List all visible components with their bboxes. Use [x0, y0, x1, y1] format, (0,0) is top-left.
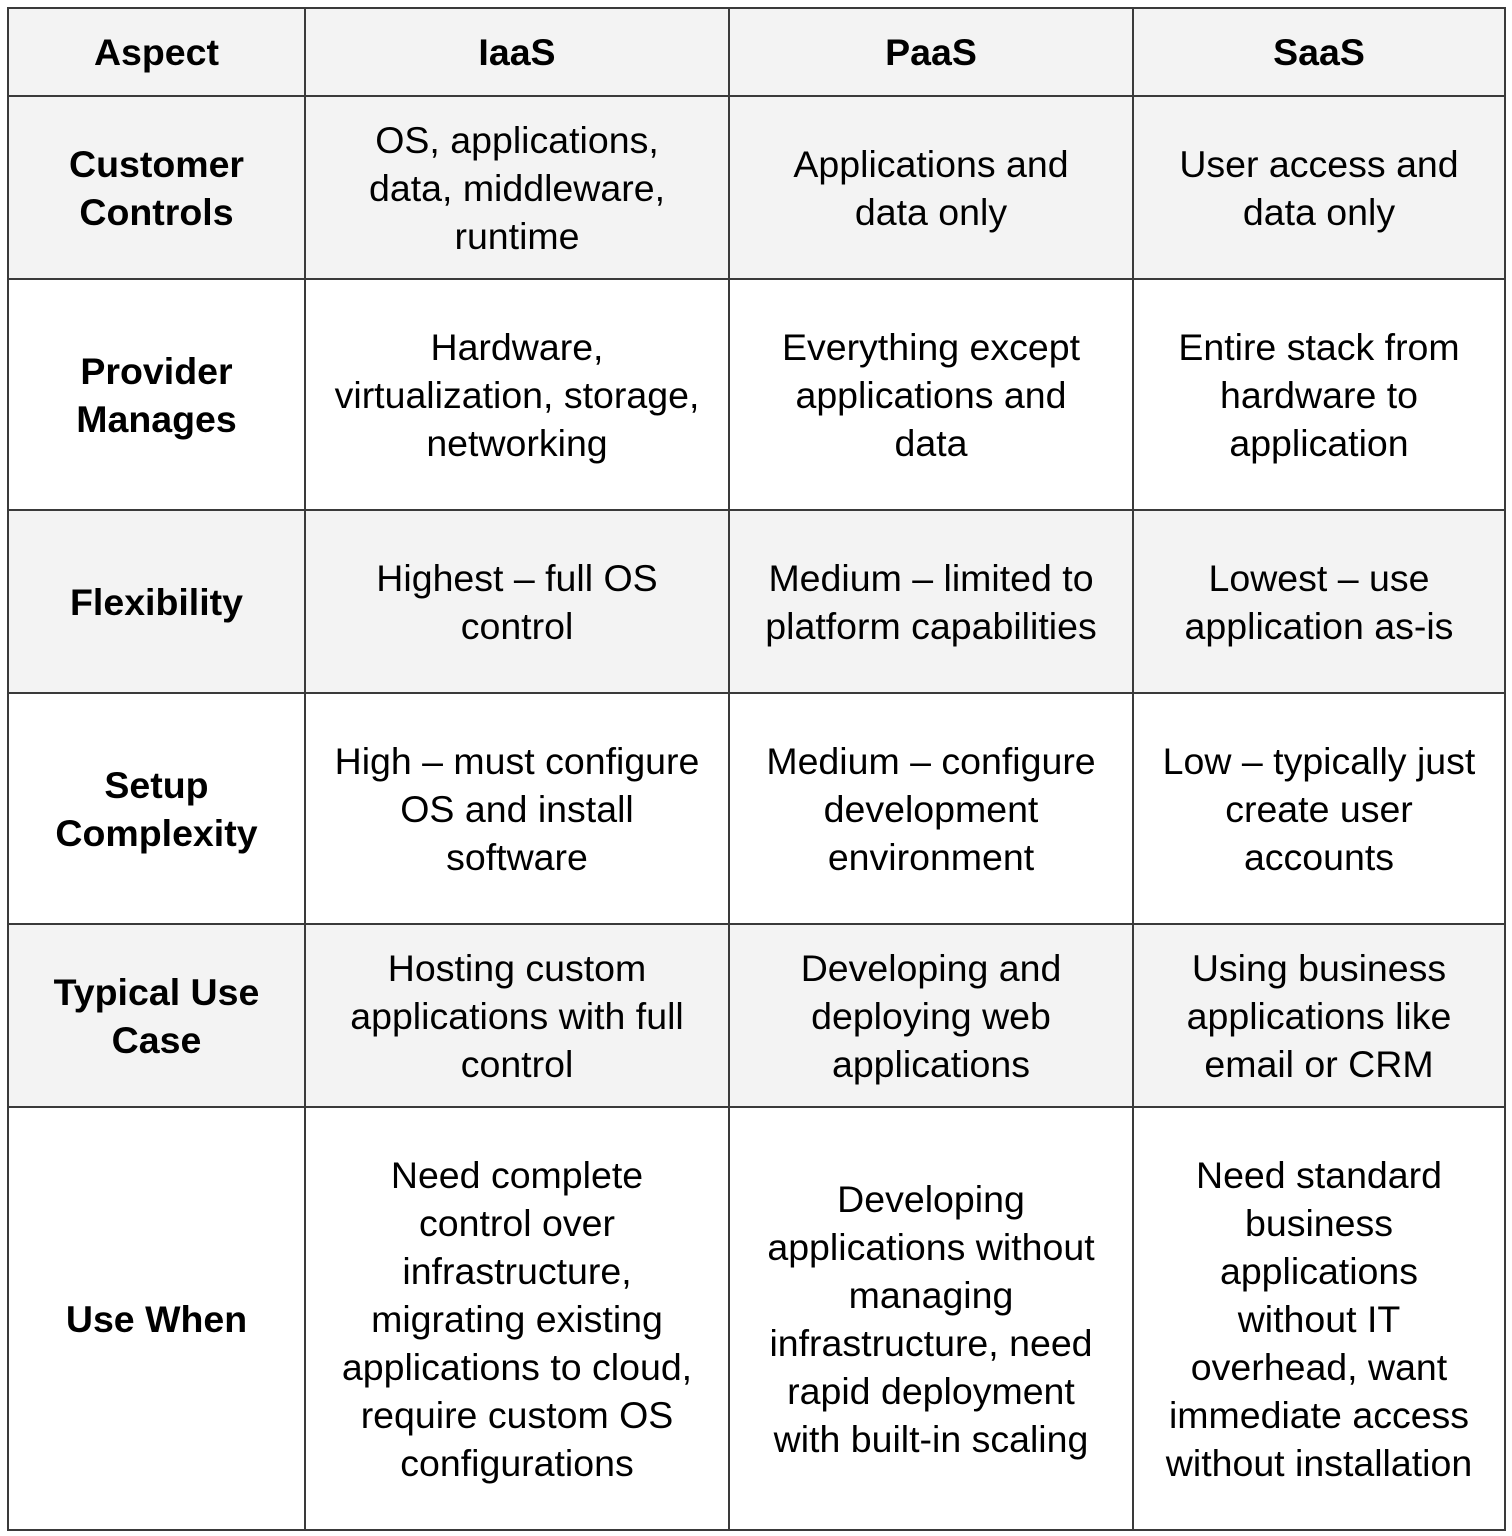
cell-iaas: Highest – full OS control — [305, 510, 729, 693]
cell-paas: Medium – configure development environment — [729, 693, 1133, 924]
cell-iaas: Hardware, virtualization, storage, networking — [305, 279, 729, 510]
header-aspect: Aspect — [8, 8, 305, 96]
cell-iaas: Need complete control over infrastructure, migrating existing applications to cloud, require custom OS configurations — [305, 1107, 729, 1530]
cell-paas: Developing and deploying web applications — [729, 924, 1133, 1107]
cell-iaas: Hosting custom applications with full control — [305, 924, 729, 1107]
cell-paas: Developing applications without managing infrastructure, need rapid deployment with built-in scaling — [729, 1107, 1133, 1530]
table-row-provider-manages — [8, 279, 1505, 510]
header-iaas: IaaS — [305, 8, 729, 96]
table-row-use-when — [8, 1107, 1505, 1530]
cell-iaas: OS, applications, data, middleware, runtime — [305, 96, 729, 279]
table-row-setup-complexity — [8, 693, 1505, 924]
row-label: Setup Complexity — [8, 693, 305, 924]
table-row-typical-use-case — [8, 924, 1505, 1107]
row-label: Provider Manages — [8, 279, 305, 510]
cell-paas: Applications and data only — [729, 96, 1133, 279]
header-row — [8, 8, 1505, 96]
cell-saas: Using business applications like email or CRM — [1133, 924, 1505, 1107]
table-row-flexibility — [8, 510, 1505, 693]
cell-paas: Medium – limited to platform capabilities — [729, 510, 1133, 693]
row-label: Flexibility — [8, 510, 305, 693]
cell-saas: Need standard business applications without IT overhead, want immediate access without installation — [1133, 1107, 1505, 1530]
cloud-service-comparison-table — [7, 7, 1506, 1531]
cell-saas: Entire stack from hardware to application — [1133, 279, 1505, 510]
header-saas: SaaS — [1133, 8, 1505, 96]
table-row-customer-controls — [8, 96, 1505, 279]
cell-saas: Lowest – use application as-is — [1133, 510, 1505, 693]
row-label: Customer Controls — [8, 96, 305, 279]
header-paas: PaaS — [729, 8, 1133, 96]
cell-paas: Everything except applications and data — [729, 279, 1133, 510]
cell-iaas: High – must configure OS and install software — [305, 693, 729, 924]
row-label: Typical Use Case — [8, 924, 305, 1107]
cell-saas: User access and data only — [1133, 96, 1505, 279]
cell-saas: Low – typically just create user accounts — [1133, 693, 1505, 924]
row-label: Use When — [8, 1107, 305, 1530]
